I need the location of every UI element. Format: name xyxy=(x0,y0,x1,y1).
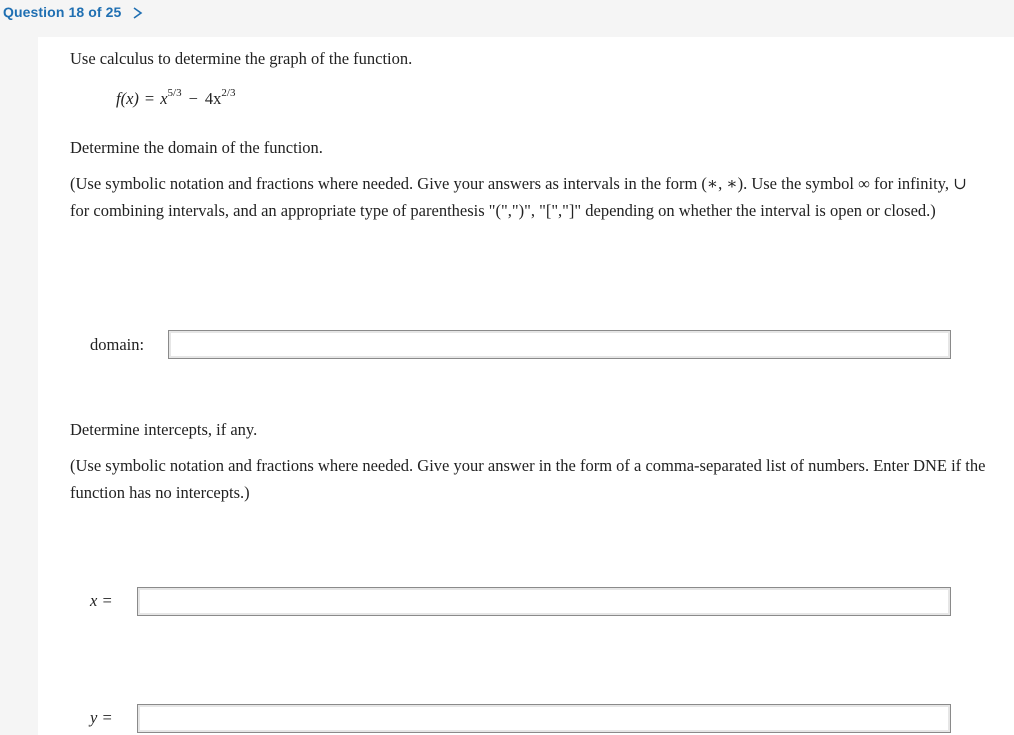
domain-input[interactable] xyxy=(168,330,951,359)
question-nav-bar xyxy=(0,0,1014,37)
instruction-text: Use calculus to determine the graph of the function. xyxy=(70,49,413,68)
function-equals: = xyxy=(144,89,155,108)
intercepts-prompt: Determine intercepts, if any. xyxy=(70,420,258,439)
y-intercept-input[interactable] xyxy=(137,704,951,733)
term1-exponent: 5/3 xyxy=(167,87,182,99)
function-expression xyxy=(116,89,235,109)
intercepts-instructions: (Use symbolic notation and fractions where needed. Give your answer in the form of a comma-separated list of numbers. Enter DNE if the function has no intercepts.) xyxy=(70,456,986,502)
x-intercept-label: x = xyxy=(90,591,113,610)
chevron-right-icon[interactable] xyxy=(131,5,145,21)
x-intercept-input[interactable] xyxy=(137,587,951,616)
question-counter: Question 18 of 25 xyxy=(3,4,122,20)
term2-exponent: 2/3 xyxy=(221,87,236,99)
term1-base: x xyxy=(160,89,168,108)
term2-base: 4x xyxy=(204,89,222,108)
domain-prompt: Determine the domain of the function. xyxy=(70,138,323,157)
y-intercept-label: y = xyxy=(90,708,113,727)
domain-label: domain: xyxy=(90,335,145,354)
function-minus: − xyxy=(188,89,198,108)
question-panel xyxy=(38,37,1014,735)
domain-instructions: (Use symbolic notation and fractions where needed. Give your answers as intervals in the form (∗, ∗). Use the symbol ∞ for infinity, ∪ for combining intervals, and an appropriate type of parenthesis "(",")", "[","]" depending on whether the interval is open or closed.) xyxy=(70,174,967,220)
function-lhs: f(x) xyxy=(116,89,139,108)
